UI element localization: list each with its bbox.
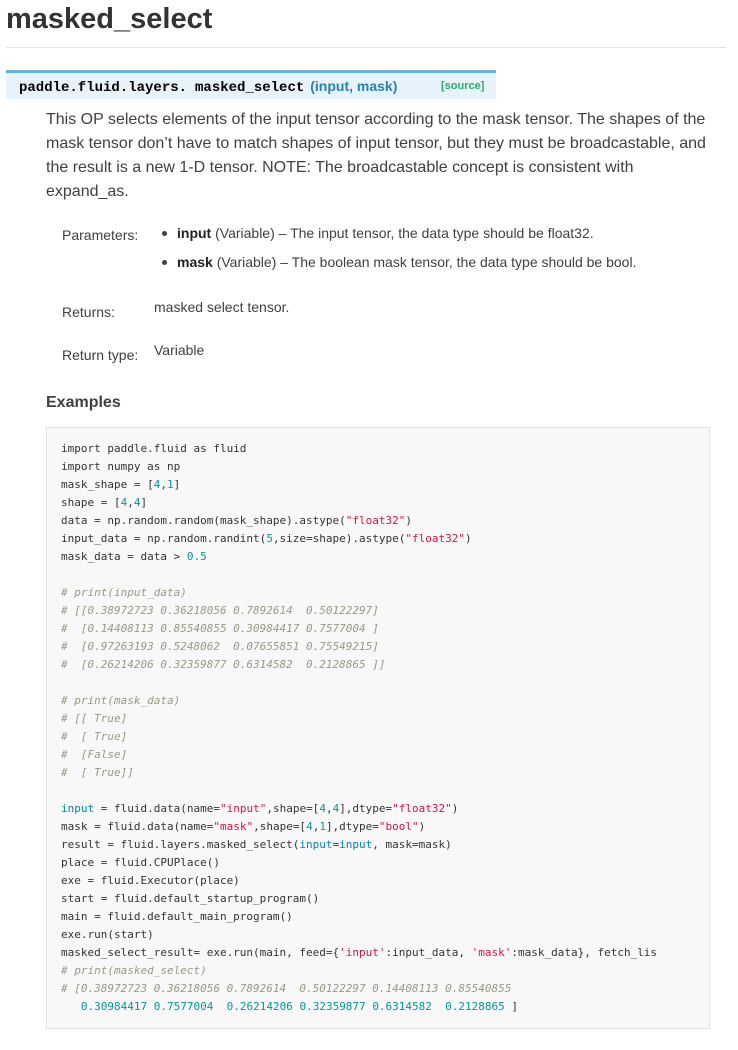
code-line: # [0.38972723 0.36218056 0.7892614 0.50122297 0.14408113 0.85540855 bbox=[61, 982, 512, 995]
signature-function-name: masked_select bbox=[195, 80, 305, 96]
code-line bbox=[61, 782, 657, 800]
description: This OP selects elements of the input tensor according to the mask tensor. The shapes of the mask tensor don’t have to match shapes of input tensor, but they must be broadcastable, and the result is a new 1-D tensor. NOTE: The broadcastable concept is consistent with expand_as. bbox=[46, 111, 706, 200]
code-line bbox=[61, 566, 657, 584]
page-title: masked_select bbox=[6, 3, 213, 35]
code-line: input_data = np.random.randint(5,size=shape).astype("float32") bbox=[61, 532, 472, 545]
code-line: input = fluid.data(name="input",shape=[4,4],dtype="float32") bbox=[61, 802, 459, 815]
signature-module: paddle.fluid.layers. bbox=[19, 80, 188, 96]
param-desc: (Variable) – The boolean mask tensor, the data type should be bool. bbox=[212, 254, 637, 270]
code-line: 0.30984417 0.7577004 0.26214206 0.32359877 0.6314582 0.2128865 ] bbox=[80, 1000, 519, 1013]
code-line: data = np.random.random(mask_shape).astype("float32") bbox=[61, 514, 413, 527]
source-link[interactable]: [source] bbox=[441, 80, 485, 92]
code-line: # print(masked_select) bbox=[61, 964, 207, 977]
code-line: # print(mask_data) bbox=[61, 694, 181, 707]
code-line bbox=[61, 674, 657, 692]
code-line: # [[0.38972723 0.36218056 0.7892614 0.50122297] bbox=[61, 604, 379, 617]
code-line: shape = [4,4] bbox=[61, 496, 148, 509]
code-line: # [0.14408113 0.85540855 0.30984417 0.7577004 ] bbox=[61, 622, 379, 635]
code-line: place = fluid.CPUPlace() bbox=[61, 856, 220, 869]
code-content bbox=[61, 440, 657, 1016]
code-line: # [0.26214206 0.32359877 0.6314582 0.2128865 ]] bbox=[61, 658, 386, 671]
return-type-label: Return type: bbox=[62, 347, 139, 363]
returns-label: Returns: bbox=[62, 304, 115, 320]
bullet-icon bbox=[162, 260, 167, 265]
signature-params: (input, mask) bbox=[310, 78, 398, 94]
code-line: import numpy as np bbox=[61, 460, 181, 473]
code-line: import paddle.fluid as fluid bbox=[61, 442, 247, 455]
code-line: # [ True]] bbox=[61, 766, 134, 779]
param-item-input bbox=[162, 225, 594, 241]
code-line: # print(input_data) bbox=[61, 586, 187, 599]
code-line: # [ True] bbox=[61, 730, 128, 743]
code-line: mask_data = data > 0.5 bbox=[61, 550, 207, 563]
code-line: mask = fluid.data(name="mask",shape=[4,1],dtype="bool") bbox=[61, 820, 426, 833]
code-line: # [False] bbox=[61, 748, 128, 761]
param-item-mask bbox=[162, 254, 636, 270]
title-divider bbox=[6, 47, 726, 48]
code-line: mask_shape = [4,1] bbox=[61, 478, 181, 491]
code-line: # [0.97263193 0.5248062 0.07655851 0.75549215] bbox=[61, 640, 379, 653]
code-line: exe.run(start) bbox=[61, 928, 154, 941]
param-name: mask bbox=[177, 254, 213, 270]
code-line: main = fluid.default_main_program() bbox=[61, 910, 293, 923]
function-signature bbox=[6, 70, 496, 99]
code-block[interactable] bbox=[46, 427, 710, 1029]
parameters-label: Parameters: bbox=[62, 227, 139, 243]
bullet-icon bbox=[162, 231, 167, 236]
param-name: input bbox=[177, 225, 212, 241]
param-desc: (Variable) – The input tensor, the data type should be float32. bbox=[211, 225, 594, 241]
code-line: start = fluid.default_startup_program() bbox=[61, 892, 320, 905]
code-line: masked_select_result= exe.run(main, feed={'input':input_data, 'mask':mask_data}, fetch_lis bbox=[61, 946, 658, 959]
code-line: exe = fluid.Executor(place) bbox=[61, 874, 240, 887]
returns-value: masked select tensor. bbox=[154, 299, 290, 315]
code-line: # [[ True] bbox=[61, 712, 128, 725]
examples-heading: Examples bbox=[46, 394, 121, 411]
return-type-value: Variable bbox=[154, 342, 205, 358]
code-line: result = fluid.layers.masked_select(input=input, mask=mask) bbox=[61, 838, 452, 851]
